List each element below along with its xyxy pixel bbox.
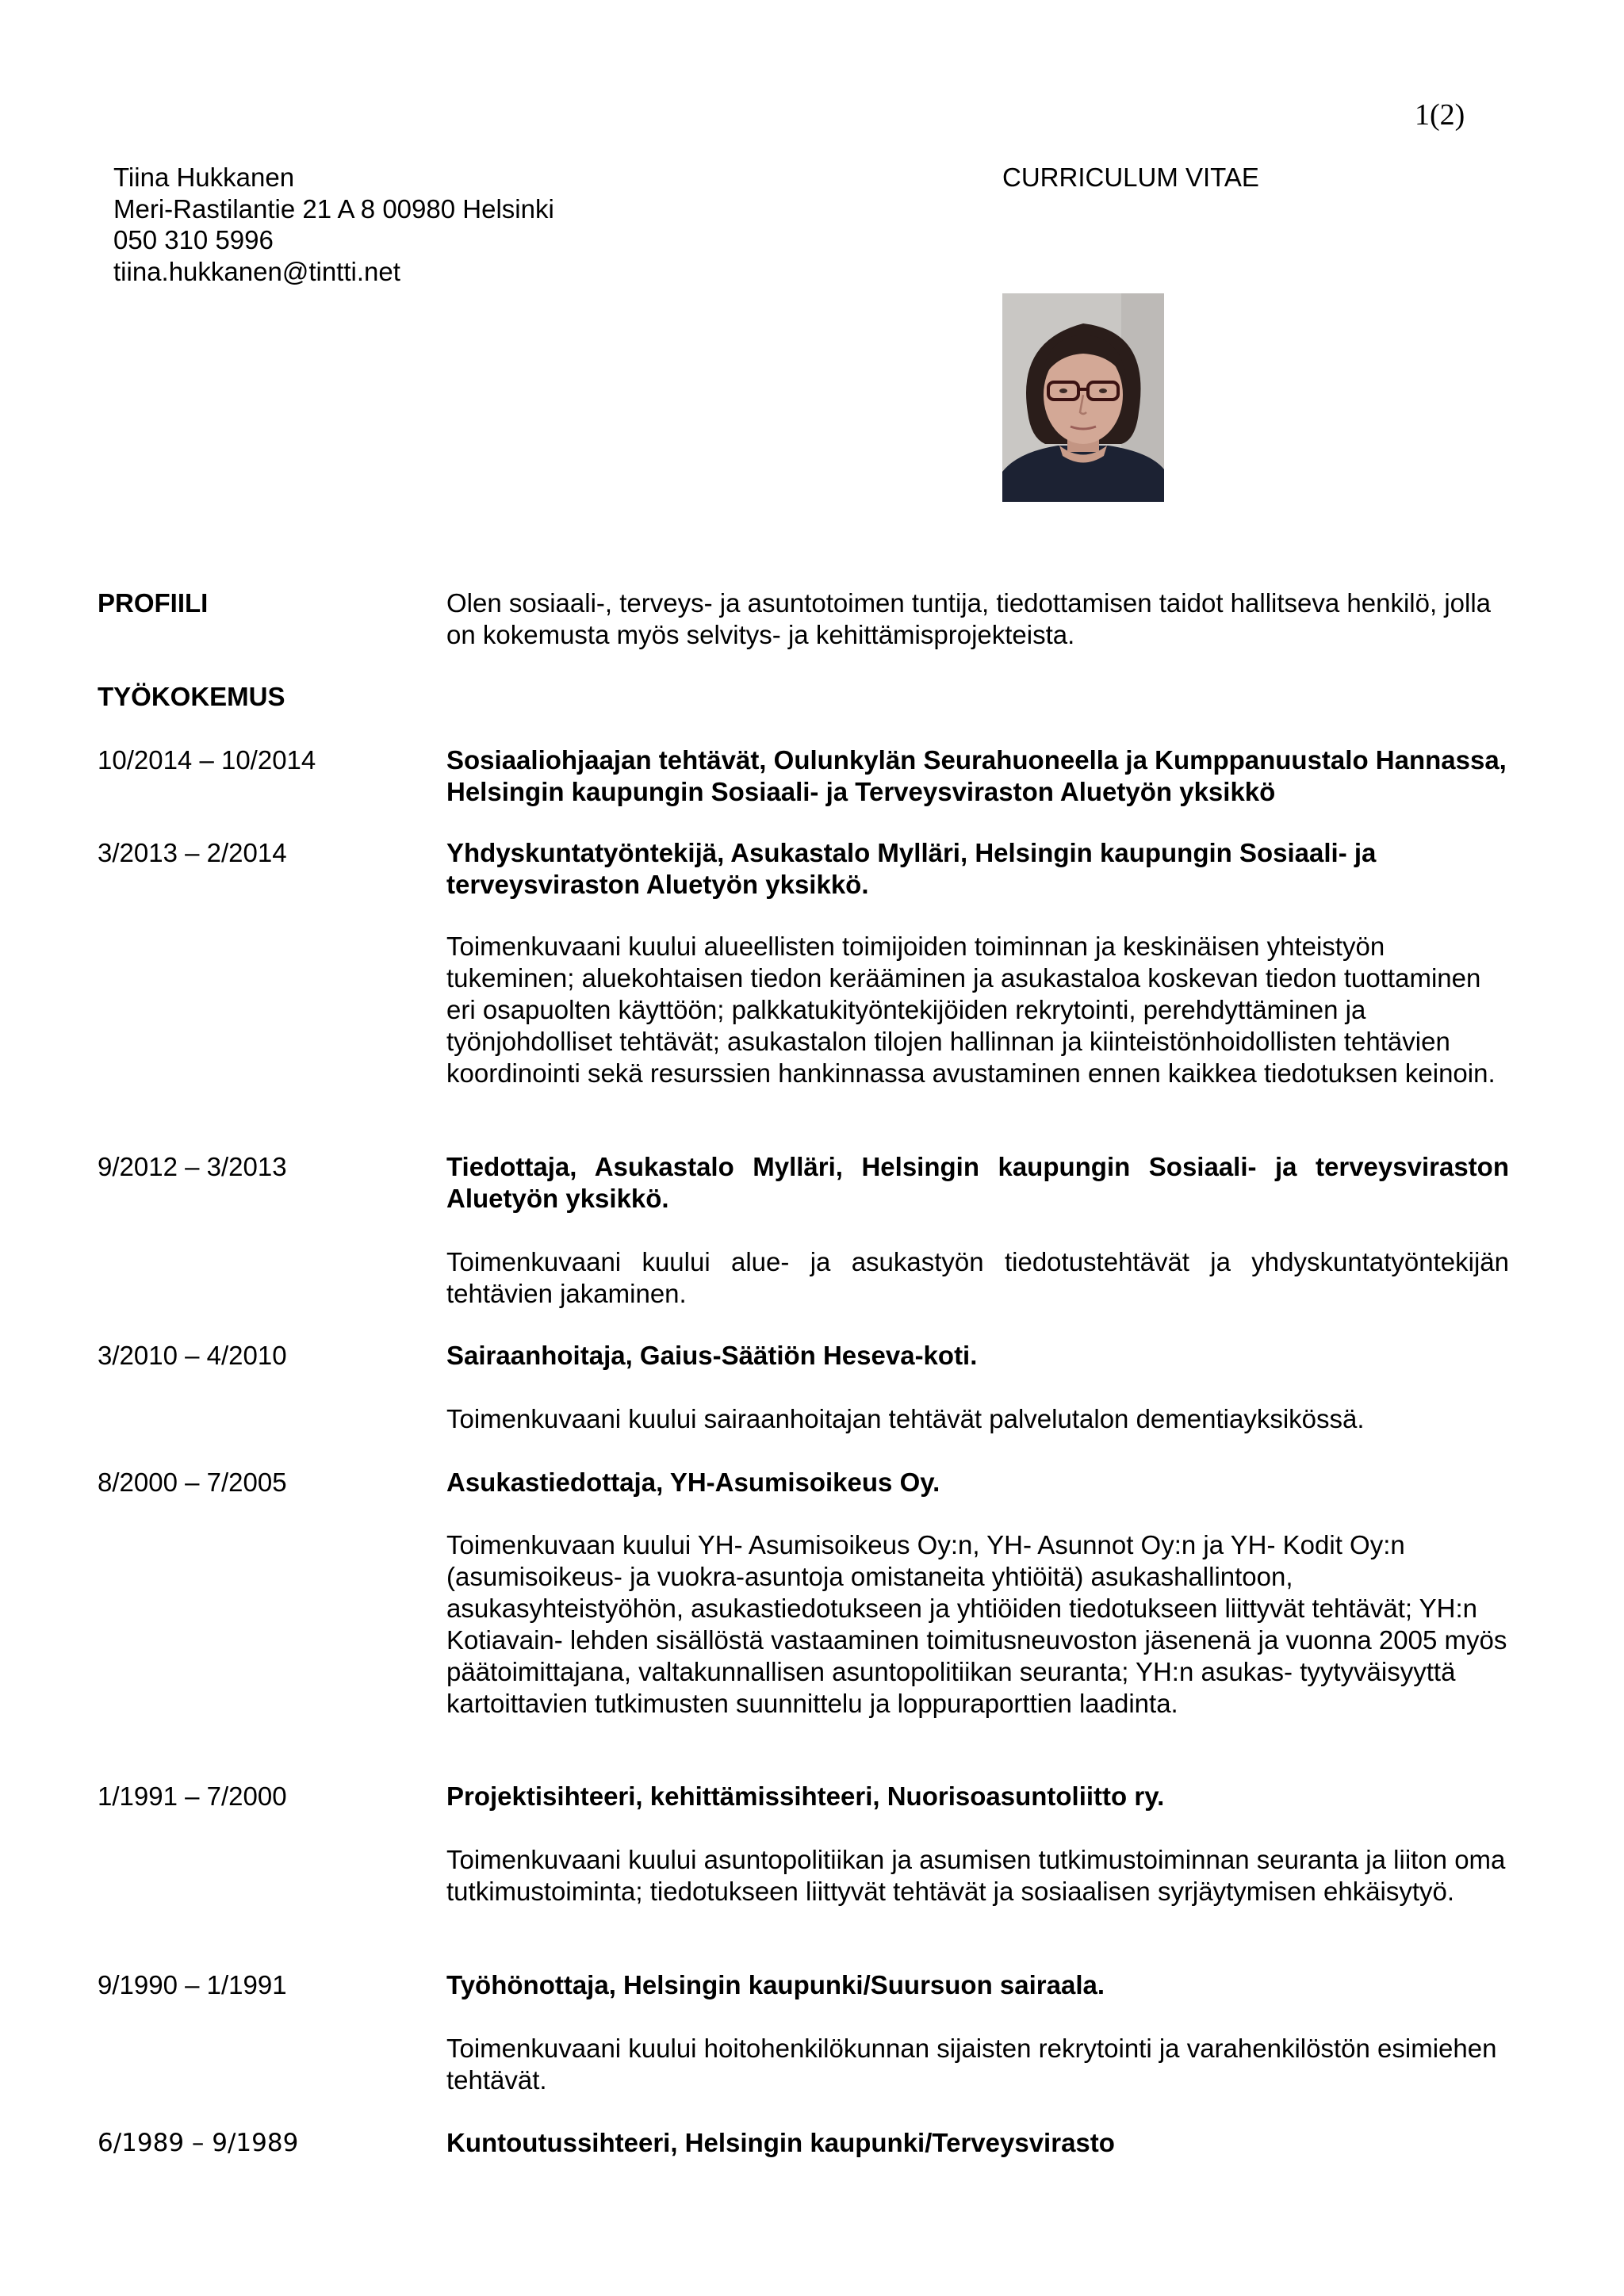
contact-name: Tiina Hukkanen bbox=[113, 163, 295, 192]
contact-block bbox=[113, 162, 554, 287]
document-title: CURRICULUM VITAE bbox=[1002, 163, 1259, 192]
experience-title: Tiedottaja, Asukastalo Mylläri, Helsingin kaupungin Sosiaali- ja terveysviraston Aluetyön yksikkö. bbox=[446, 1152, 1509, 1213]
experience-period: 6/1989 – 9/1989 bbox=[98, 2129, 299, 2157]
experience-description: Toimenkuvaani kuului alueellisten toimijoiden toiminnan ja keskinäisen yhteistyön tukeminen; aluekohtaisen tiedon kerääminen ja asukastaloa koskevan tiedon tuottaminen eri osapuolten käyttöön; palkkatukityöntekijöiden rekrytointi, perehdyttäminen ja työnjohdolliset tehtävät; asukastalon tilojen hallinnan ja kiinteistönhoidollisten tehtävien koordinointi sekä resurssien hankinnassa avustaminen ennen kaikkea tiedotuksen keinoin. bbox=[446, 932, 1496, 1088]
experience-period: 1/1991 – 7/2000 bbox=[98, 1781, 287, 1811]
experience-title: Sairaanhoitaja, Gaius-Säätiön Heseva-koti. bbox=[446, 1341, 978, 1370]
experience-period: 10/2014 – 10/2014 bbox=[98, 745, 316, 775]
experience-period: 9/2012 – 3/2013 bbox=[98, 1152, 287, 1181]
contact-phone: 050 310 5996 bbox=[113, 225, 274, 254]
contact-address: Meri-Rastilantie 21 A 8 00980 Helsinki bbox=[113, 193, 554, 224]
experience-period: 3/2013 – 2/2014 bbox=[98, 838, 287, 867]
experience-heading: TYÖKOKEMUS bbox=[98, 682, 285, 711]
experience-period: 9/1990 – 1/1991 bbox=[98, 1970, 287, 1999]
experience-title: Kuntoutussihteeri, Helsingin kaupunki/Terveysvirasto bbox=[446, 2128, 1115, 2157]
experience-description: Toimenkuvaani kuului hoitohenkilökunnan sijaisten rekrytointi ja varahenkilöstön esimiehen tehtävät. bbox=[446, 2034, 1497, 2095]
experience-title: Yhdyskuntatyöntekijä, Asukastalo Mylläri, Helsingin kaupungin Sosiaali- ja terveysviraston Aluetyön yksikkö. bbox=[446, 838, 1377, 899]
experience-description: Toimenkuvaani kuului asuntopolitiikan ja asumisen tutkimustoiminnan seuranta ja liiton oma tutkimustoiminta; tiedotukseen liittyvät tehtävät ja sosiaalisen syrjäytymisen ehkäisytyö. bbox=[446, 1845, 1506, 1906]
experience-title: Projektisihteeri, kehittämissihteeri, Nuorisoasuntoliitto ry. bbox=[446, 1781, 1165, 1811]
profile-heading: PROFIILI bbox=[98, 588, 209, 618]
portrait-photo bbox=[1002, 293, 1164, 502]
contact-email: tiina.hukkanen@tintti.net bbox=[113, 256, 400, 286]
experience-period: 8/2000 – 7/2005 bbox=[98, 1468, 287, 1497]
profile-text: Olen sosiaali-, terveys- ja asuntotoimen tuntija, tiedottamisen taidot hallitseva henkilö, jolla on kokemusta myös selvitys- ja kehittämisprojekteista. bbox=[446, 588, 1492, 649]
experience-title: Asukastiedottaja, YH-Asumisoikeus Oy. bbox=[446, 1468, 940, 1497]
experience-title: Sosiaaliohjaajan tehtävät, Oulunkylän Seurahuoneella ja Kumppanuustalo Hannassa, Helsingin kaupungin Sosiaali- ja Terveysviraston Aluetyön yksikkö bbox=[446, 745, 1507, 806]
experience-period: 3/2010 – 4/2010 bbox=[98, 1341, 287, 1370]
page-number: 1(2) bbox=[1415, 98, 1465, 132]
experience-description: Toimenkuvaani kuului sairaanhoitajan tehtävät palvelutalon dementiayksikössä. bbox=[446, 1404, 1365, 1433]
experience-description: Toimenkuvaani kuului alue- ja asukastyön tiedotustehtävät ja yhdyskuntatyöntekijän tehtävien jakaminen. bbox=[446, 1247, 1509, 1308]
experience-description: Toimenkuvaan kuului YH- Asumisoikeus Oy:n, YH- Asunnot Oy:n ja YH- Kodit Oy:n (asumisoikeus- ja vuokra-asuntoja omistaneita yhtiöitä) asukashallintoon, asukasyhteistyöhön, asukastiedotukseen ja yhtiöiden tiedotukseen liittyvät tehtävät; YH:n Kotiavain- lehden sisällöstä vastaaminen toimitusneuvoston jäsenenä ja vuonna 2005 myös päätoimittajana, valtakunnallisen asuntopolitiikan seuranta; YH:n asukas- tyytyväisyyttä kartoittavien tutkimusten suunnittelu ja loppuraporttien laadinta. bbox=[446, 1530, 1507, 1718]
experience-title: Työhönottaja, Helsingin kaupunki/Suursuon sairaala. bbox=[446, 1970, 1105, 1999]
